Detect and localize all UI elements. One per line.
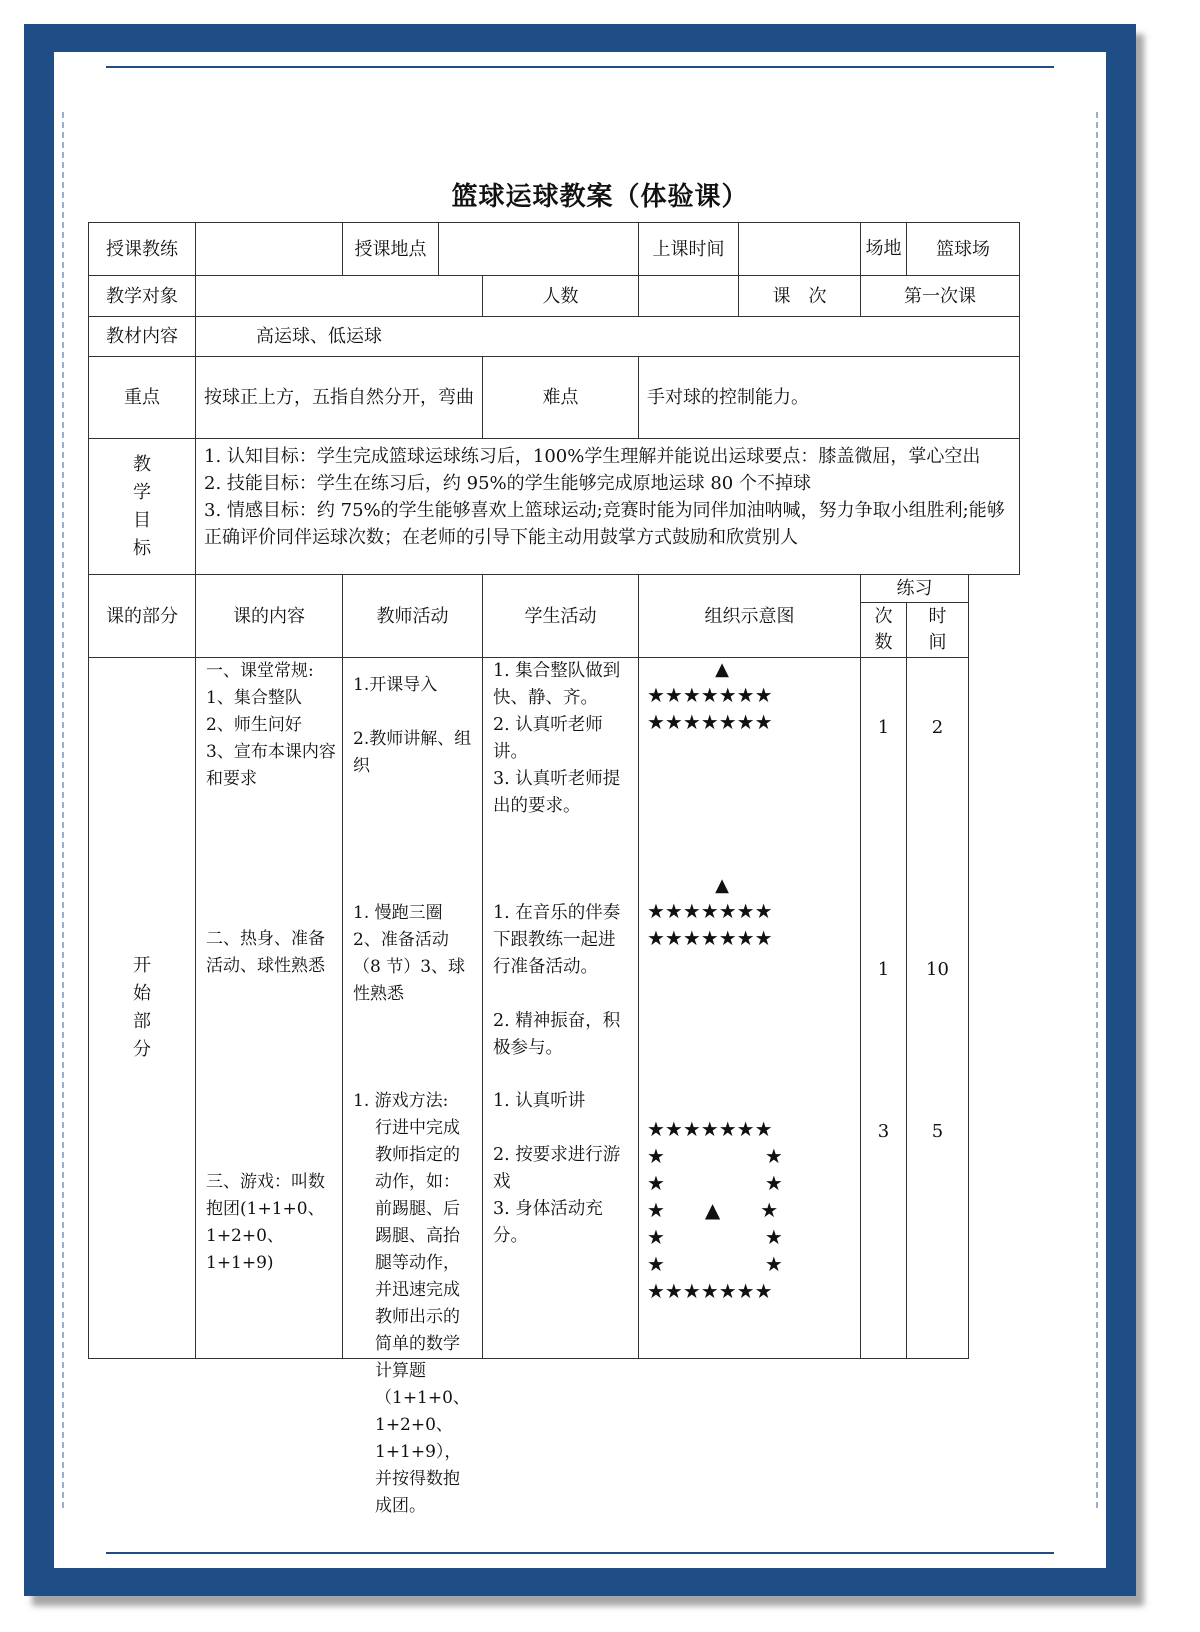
target-value — [196, 276, 483, 317]
student-row: ★ ★ — [647, 1144, 783, 1168]
formation-diagram-3 — [647, 1116, 797, 1305]
student-block-1: 1. 集合整队做到快、静、齐。 2. 认真听老师讲。 3. 认真听老师提出的要求。 — [493, 661, 621, 816]
target-label: 教学对象 — [89, 276, 196, 317]
student-cell — [483, 658, 639, 1359]
student-row: ★★★★★★★ — [647, 683, 773, 707]
section-name: 开 始 部 分 — [89, 658, 196, 1359]
student-row: ★ ★ — [647, 1252, 783, 1276]
content-block-3: 三、游戏：叫数抱团(1+1+0、1+2+0、1+1+9) — [206, 1172, 325, 1273]
session-label: 课 次 — [739, 276, 861, 317]
decorative-line-right — [1096, 112, 1098, 1508]
count-value — [639, 276, 739, 317]
times-1: 1 — [877, 717, 890, 738]
goal-skill: 2. 技能目标：学生在练习后，约 95%的学生能够完成原地运球 80 个不掉球 — [204, 473, 811, 494]
times-cell — [861, 658, 907, 1359]
goal-cognitive: 1. 认知目标：学生完成篮球运球练习后，100%学生理解并能说出运球要点：膝盖微屈，掌心空出 — [204, 446, 981, 467]
teacher-triangle-icon: ▲ — [715, 875, 729, 896]
decorative-line-top — [106, 66, 1054, 68]
diagram-cell — [639, 658, 861, 1359]
goals-text — [196, 439, 1020, 575]
col-content: 课的内容 — [196, 575, 343, 658]
material-row — [89, 317, 1020, 357]
col-practice: 练习 — [861, 575, 969, 603]
student-row: ★ ▲ ★ — [647, 1198, 779, 1222]
student-row: ★ ★ — [647, 1171, 783, 1195]
material-label: 教材内容 — [89, 317, 196, 357]
location-label: 授课地点 — [343, 223, 439, 276]
teacher-triangle-icon: ▲ — [715, 659, 729, 680]
student-row: ★★★★★★★ — [647, 1279, 773, 1303]
col-teacher: 教师活动 — [343, 575, 483, 658]
student-row: ★ ★ — [647, 1225, 783, 1249]
teacher-block-3: 1. 游戏方法: 行进中完成教师指定的动作，如：前踢腿、后踢腿、高抬腿等动作，并迅速完成教师出示的简单的数学计算题（1+1+0、1+2+0、1+1+9），并按得数抱成团。 — [353, 1091, 470, 1516]
times-2: 1 — [877, 959, 890, 980]
header-row-2 — [89, 276, 1020, 317]
duration-1: 2 — [931, 717, 944, 738]
key-value: 按球正上方，五指自然分开，弯曲 — [196, 357, 483, 439]
content-block-1: 一、课堂常规: 1、集合整队 2、师生问好 3、宣布本课内容和要求 — [206, 661, 336, 789]
teacher-block-1-b: 2.教师讲解、组织 — [353, 729, 472, 776]
key-difficulty-row — [89, 357, 1020, 439]
content-cell — [196, 658, 343, 1359]
goals-row — [89, 439, 1020, 575]
student-row: ★★★★★★★ — [647, 1117, 773, 1141]
lesson-plan-table — [88, 222, 1020, 1516]
student-block-2: 1. 在音乐的伴奏下跟教练一起进行准备活动。 2. 精神振奋，积极参与。 — [493, 903, 621, 1058]
col-times: 次 数 — [861, 603, 907, 658]
section-start-row — [89, 658, 1020, 1359]
duration-3: 5 — [931, 1121, 944, 1142]
student-row: ★★★★★★★ — [647, 710, 773, 734]
time-value — [739, 223, 861, 276]
difficulty-label: 难点 — [483, 357, 639, 439]
header-row-1 — [89, 223, 1020, 276]
venue-value: 篮球场 — [907, 223, 1020, 276]
venue-label: 场地 — [861, 223, 907, 276]
teacher-cell — [343, 658, 483, 1516]
student-row: ★★★★★★★ — [647, 899, 773, 923]
column-header-row-1 — [89, 575, 1020, 603]
content-block-2: 二、热身、准备活动、球性熟悉 — [206, 929, 325, 976]
formation-diagram-1 — [647, 658, 797, 736]
duration-cell — [907, 658, 969, 1359]
times-3: 3 — [877, 1121, 890, 1142]
decorative-line-left — [62, 112, 64, 1508]
key-label: 重点 — [89, 357, 196, 439]
teacher-value — [196, 223, 343, 276]
session-value: 第一次课 — [861, 276, 1020, 317]
student-block-3: 1. 认真听讲 2. 按要求进行游戏 3. 身体活动充分。 — [493, 1091, 621, 1246]
col-student: 学生活动 — [483, 575, 639, 658]
document-title: 篮球运球教案（体验课） — [451, 182, 749, 212]
student-row: ★★★★★★★ — [647, 926, 773, 950]
col-diagram: 组织示意图 — [639, 575, 861, 658]
teacher-block-1-a: 1.开课导入 — [353, 675, 438, 695]
material-value: 高运球、低运球 — [196, 317, 1020, 357]
goals-label: 教 学 目 标 — [89, 439, 196, 575]
col-duration: 时 间 — [907, 603, 969, 658]
time-label: 上课时间 — [639, 223, 739, 276]
formation-diagram-2 — [647, 874, 797, 952]
col-part: 课的部分 — [89, 575, 196, 658]
teacher-label: 授课教练 — [89, 223, 196, 276]
goal-affective: 3. 情感目标：约 75%的学生能够喜欢上篮球运动;竞赛时能为同伴加油呐喊，努力争取小组胜利;能够正确评价同伴运球次数；在老师的引导下能主动用鼓掌方式鼓励和欣赏别人 — [204, 500, 1005, 548]
decorative-line-bottom — [106, 1552, 1054, 1554]
teacher-block-2: 1. 慢跑三圈 2、准备活动（8 节）3、球性熟悉 — [353, 903, 466, 1004]
duration-2: 10 — [926, 959, 949, 980]
difficulty-value: 手对球的控制能力。 — [639, 357, 1020, 439]
location-value — [439, 223, 639, 276]
count-label: 人数 — [483, 276, 639, 317]
